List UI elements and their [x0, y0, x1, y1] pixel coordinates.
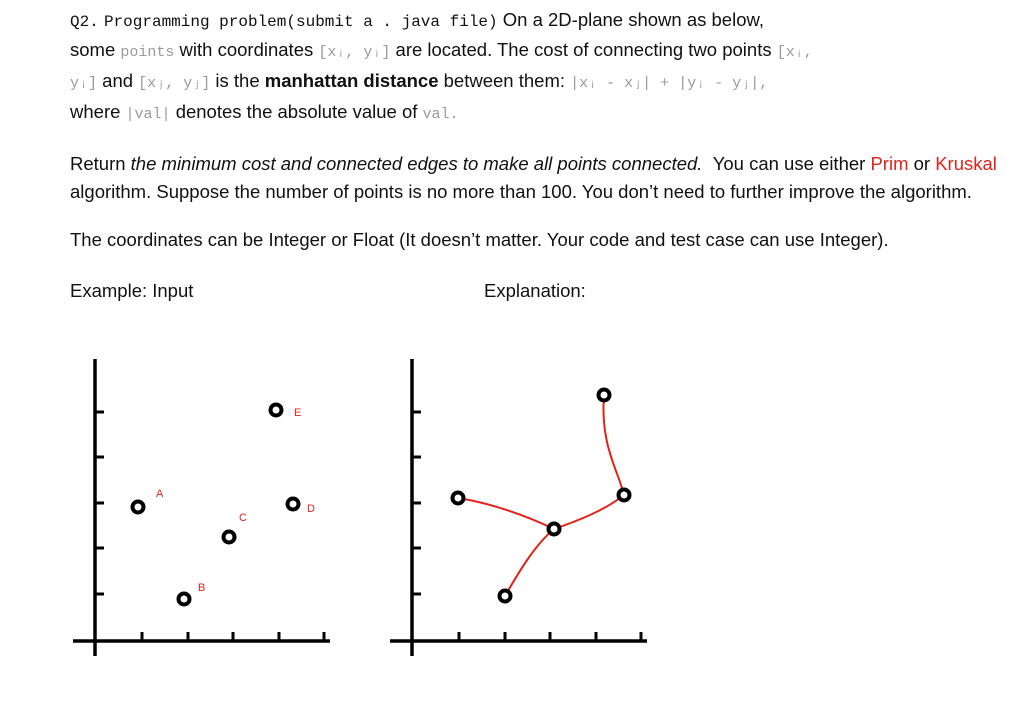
text: and [102, 70, 134, 91]
question-number: Q2. [70, 13, 99, 31]
text: You can use either [712, 153, 866, 174]
code-points: points [120, 44, 175, 61]
input-point-d [288, 499, 299, 510]
input-point-label-e: E [294, 407, 302, 419]
code-val: val. [422, 106, 459, 123]
mst-point [500, 591, 511, 602]
text: is the [215, 70, 260, 91]
bold-term: manhattan distance [264, 70, 439, 91]
text: between them: [443, 70, 565, 91]
input-point-label-d: D [307, 503, 315, 515]
code-xj-yj: [xⱼ, yⱼ] [138, 75, 211, 92]
question-line-1-tail: On a 2D-plane shown as below, [502, 9, 764, 30]
mst-point [619, 490, 630, 501]
code-xi: [xᵢ, [776, 44, 813, 61]
input-point-c [224, 532, 235, 543]
mst-edge [458, 498, 554, 529]
code-abs-val: |val| [125, 106, 171, 123]
question-title: Programming problem(submit a . java file) [103, 13, 498, 31]
italic-text: the minimum cost and connected edges to make all points connected. [130, 153, 703, 174]
mst-point [599, 390, 610, 401]
mst-edge [554, 495, 624, 529]
text: are located. The cost of connecting two points [395, 39, 772, 60]
text: algorithm. Suppose the number of points is no more than 100. You don’t need to further improve the algorithm. [70, 181, 972, 202]
text: or [913, 153, 931, 174]
input-point-b [179, 594, 190, 605]
code-xi-yi: [xᵢ, yᵢ] [318, 44, 391, 61]
mst-point [453, 493, 464, 504]
prim-term: Prim [870, 153, 909, 174]
text: some [70, 39, 116, 60]
explanation-label: Explanation: [484, 280, 586, 301]
text: where [70, 101, 121, 122]
text: denotes the absolute value of [175, 101, 418, 122]
code-formula: |xᵢ - xⱼ| + |yᵢ - yⱼ|, [570, 75, 769, 92]
input-point-label-c: C [239, 512, 247, 524]
code-yi: yᵢ] [70, 75, 98, 92]
paragraph-coordinates: The coordinates can be Integer or Float (It doesn’t matter. Your code and test case can use Integer). [70, 229, 889, 250]
input-point-label-a: A [156, 488, 164, 500]
kruskal-term: Kruskal [935, 153, 997, 174]
input-point-a [133, 502, 144, 513]
input-point-e [271, 405, 282, 416]
example-label: Example: Input [70, 280, 194, 301]
text: with coordinates [179, 39, 314, 60]
mst-edge [603, 395, 624, 495]
mst-point [549, 524, 560, 535]
mst-edge [505, 529, 554, 596]
input-point-label-b: B [198, 582, 206, 594]
text: Return [70, 153, 126, 174]
